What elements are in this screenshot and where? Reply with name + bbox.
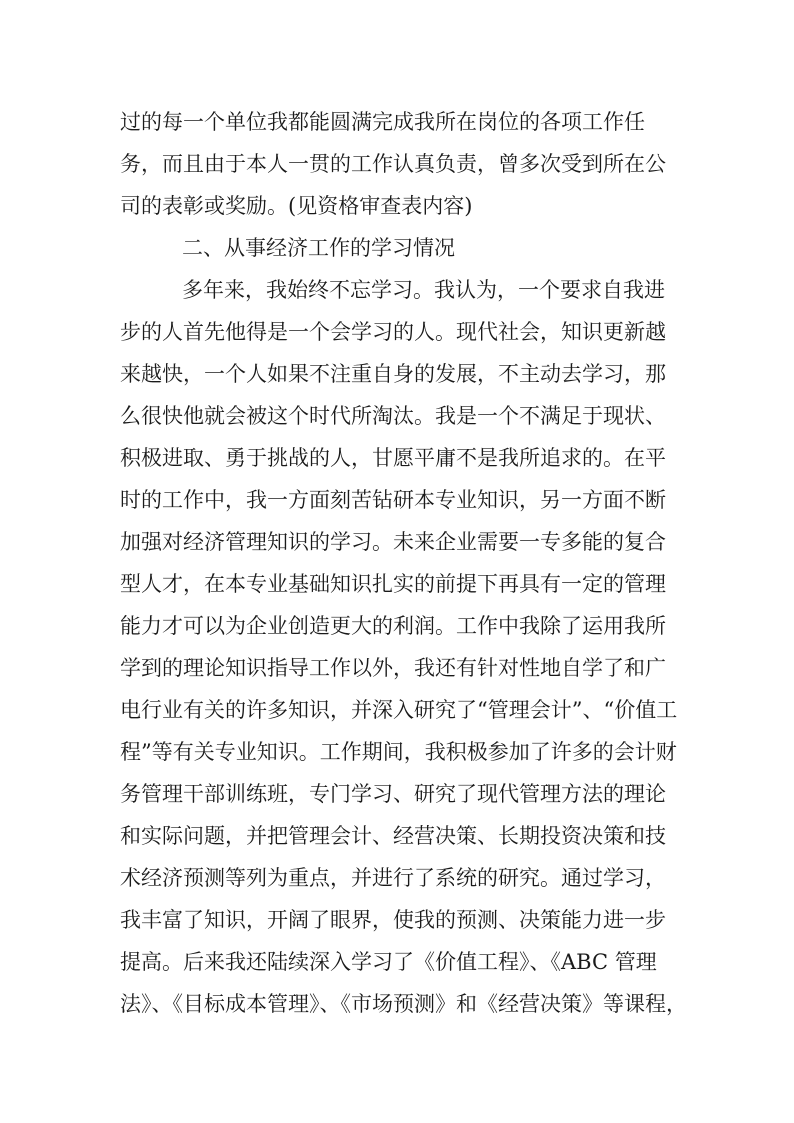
paragraph-line: 我丰富了知识，开阔了眼界，使我的预测、决策能力进一步 xyxy=(120,908,666,932)
paragraph-line: 程”等有关专业知识。工作期间，我积极参加了许多的会计财 xyxy=(120,740,677,764)
paragraph-line: 务，而且由于本人一贯的工作认真负责，曾多次受到所在公 xyxy=(120,152,666,176)
paragraph-line: 么很快他就会被这个时代所淘汰。我是一个不满足于现状、 xyxy=(120,404,666,428)
paragraph-line: 积极进取、勇于挑战的人，甘愿平庸不是我所追求的。在平 xyxy=(120,446,666,470)
paragraph-line: 学到的理论知识指导工作以外，我还有针对性地自学了和广 xyxy=(120,656,666,680)
paragraph-line: 和实际问题，并把管理会计、经营决策、长期投资决策和技 xyxy=(120,824,666,848)
paragraph-line: 过的每一个单位我都能圆满完成我所在岗位的各项工作任 xyxy=(120,110,645,134)
paragraph-line: 电行业有关的许多知识，并深入研究了“管理会计”、“价值工 xyxy=(120,698,678,722)
paragraph-line: 术经济预测等列为重点，并进行了系统的研究。通过学习， xyxy=(120,866,666,890)
paragraph-line: 能力才可以为企业创造更大的利润。工作中我除了运用我所 xyxy=(120,614,666,638)
paragraph-line: 法》、《目标成本管理》、《市场预测》和《经营决策》等课程， xyxy=(120,992,687,1016)
paragraph-line: 型人才，在本专业基础知识扎实的前提下再具有一定的管理 xyxy=(120,572,666,596)
paragraph-line: 务管理干部训练班，专门学习、研究了现代管理方法的理论 xyxy=(120,782,666,806)
paragraph-line: 来越快，一个人如果不注重自身的发展，不主动去学习，那 xyxy=(120,362,666,386)
paragraph-line: 步的人首先他得是一个会学习的人。现代社会，知识更新越 xyxy=(120,320,666,344)
paragraph-line: 时的工作中，我一方面刻苦钻研本专业知识，另一方面不断 xyxy=(120,488,666,512)
paragraph-line: 提高。后来我还陆续深入学习了《价值工程》、《ABC 管理 xyxy=(120,950,657,974)
document-page xyxy=(120,101,687,1025)
paragraph-line: 司的表彰或奖励。(见资格审查表内容) xyxy=(120,194,473,218)
paragraph-line: 加强对经济管理知识的学习。未来企业需要一专多能的复合 xyxy=(120,530,666,554)
paragraph-line: 多年来，我始终不忘学习。我认为，一个要求自我进 xyxy=(182,278,665,302)
section-heading: 二、从事经济工作的学习情况 xyxy=(182,236,455,260)
